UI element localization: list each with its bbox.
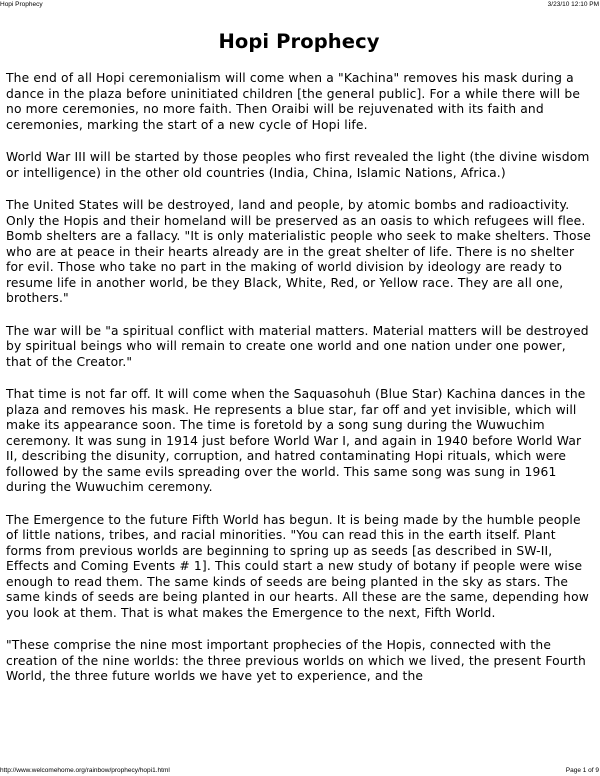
document-page: [6, 28, 592, 702]
page-number: Page 1 of 9: [565, 767, 599, 774]
paragraph-2: World War III will be started by those peoples who first revealed the light (the divine wisdom or intelligence) in the other old countries (India, China, Islamic Nations, Africa.): [6, 150, 590, 180]
print-header-datetime: 3/23/10 12:10 PM: [547, 1, 599, 8]
paragraph-4: The war will be "a spiritual conflict with material matters. Material matters will be destroyed by spiritual beings who will remain to create one world and one nation under one power, that of the Creator.": [6, 323, 589, 369]
source-url: http://www.welcomehome.org/rainbow/prophecy/hopi1.html: [0, 767, 170, 774]
paragraph-6: The Emergence to the future Fifth World has begun. It is being made by the humble people of little nations, tribes, and racial minorities. "You can read this in the earth itself. Plant forms from previous worlds are beginning to spring up as seeds [as described in SW-II, Effects and Coming Events # 1]. This could start a new study of botany if people were wise enough to read them. The same kinds of seeds are being planted in the sky as stars. The same kinds of seeds are being planted in our hearts. All these are the same, depending how you look at them. That is what makes the Emergence to the next, Fifth World.: [6, 512, 589, 620]
print-header: [0, 1, 600, 11]
page-title: Hopi Prophecy: [218, 30, 380, 53]
paragraph-3: The United States will be destroyed, land and people, by atomic bombs and radioactivity. Only the Hopis and their homeland will be preserved as an oasis to which refugees will flee. Bomb shelters are a fallacy. "It is only materialistic people who seek to make shelters. Those who are at peace in their hearts already are in the great shelter of life. There is no shelter for evil. Those who take no part in the making of world division by ideology are ready to resume life in another world, be they Black, White, Red, or Yellow race. They are all one, brothers.": [6, 198, 592, 305]
paragraph-5: That time is not far off. It will come when the Saquasohuh (Blue Star) Kachina dances in the plaza and removes his mask. He represents a blue star, far off and yet invisible, which will make its appearance soon. The time is foretold by a song sung during the Wuwuchim ceremony. It was sung in 1914 just before World War I, and again in 1940 before World War II, describing the disunity, corruption, and hatred contaminating Hopi rituals, which were followed by the same evils spreading over the world. This same song was sung in 1961 during the Wuwuchim ceremony.: [6, 387, 586, 494]
paragraph-1: The end of all Hopi ceremonialism will come when a "Kachina" removes his mask during a dance in the plaza before uninitiated children [the general public]. For a while there will be no more ceremonies, no more faith. Then Oraibi will be rejuvenated with its faith and ceremonies, marking the start of a new cycle of Hopi life.: [6, 71, 581, 132]
print-footer: [0, 764, 600, 774]
print-header-title: Hopi Prophecy: [0, 1, 43, 8]
paragraph-7: "These comprise the nine most important prophecies of the Hopis, connected with the creation of the nine worlds: the three previous worlds on which we lived, the present Fourth World, the three future worlds we have yet to experience, and the: [6, 638, 586, 683]
